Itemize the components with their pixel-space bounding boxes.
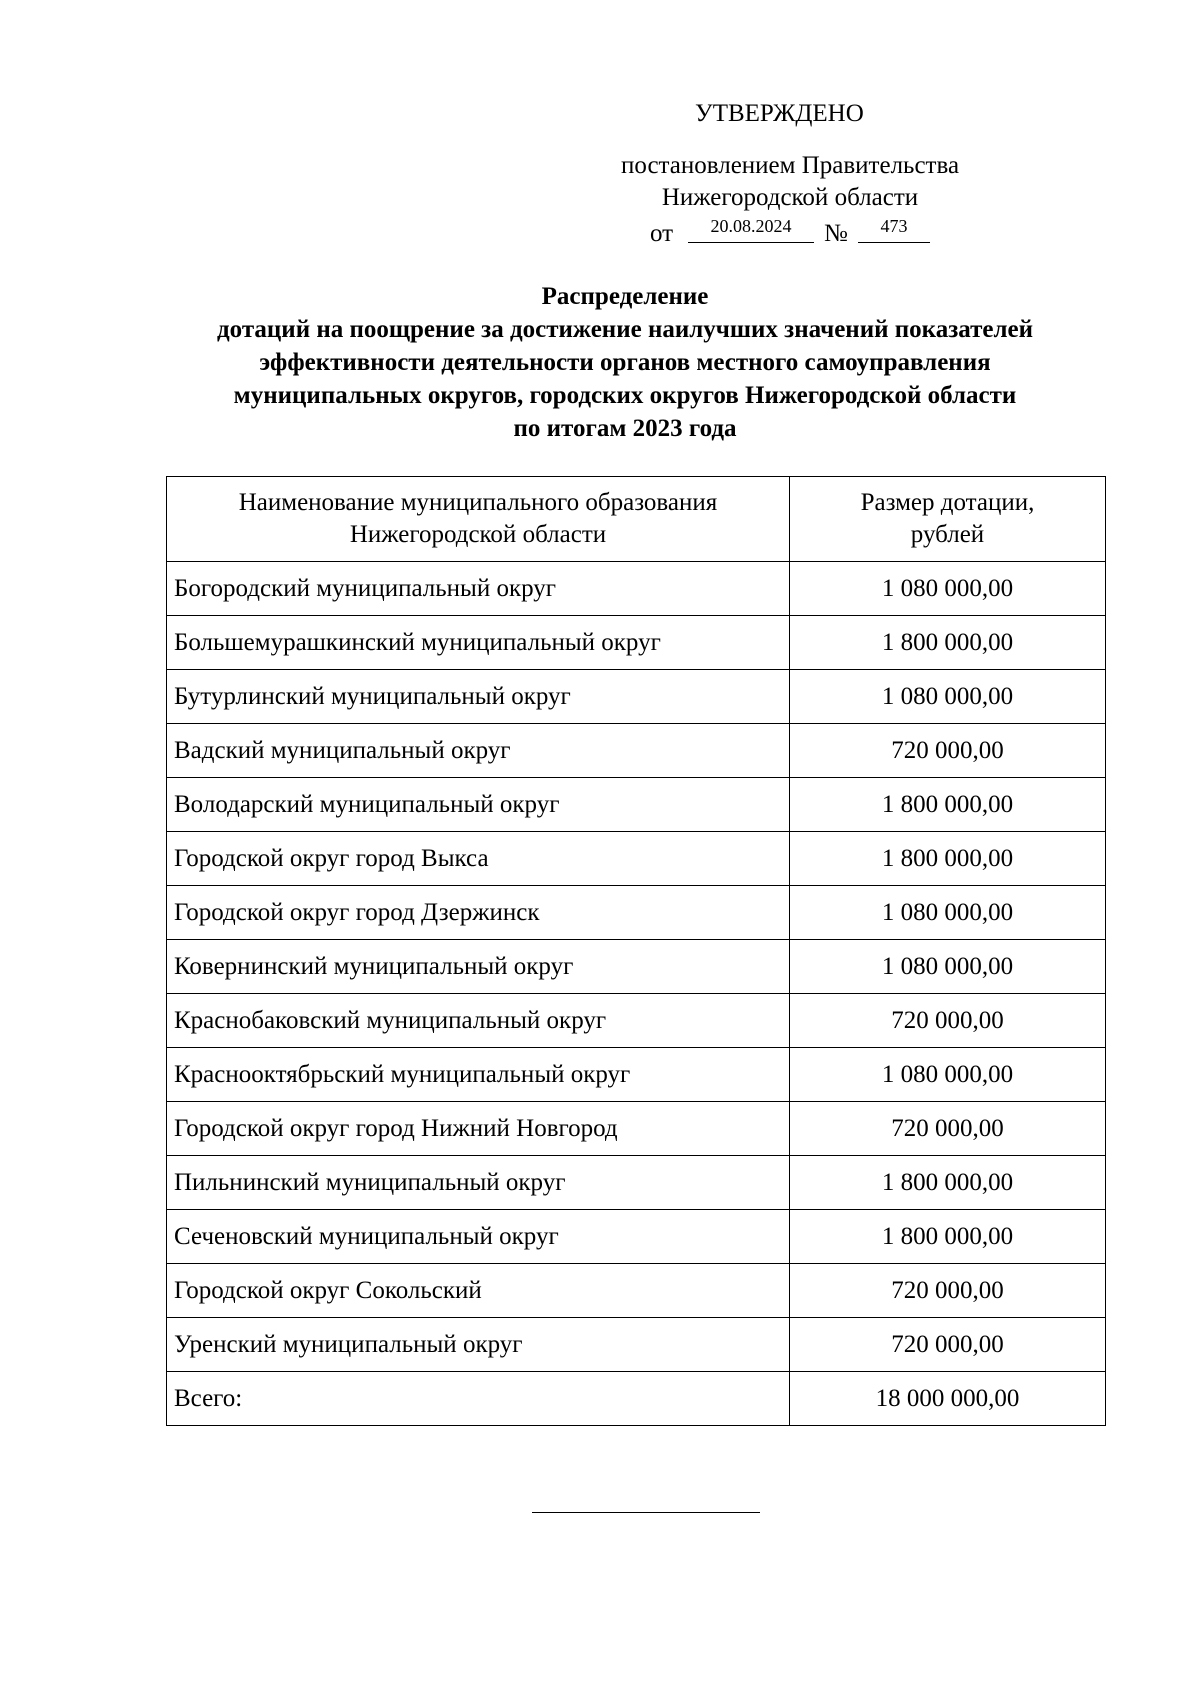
table-row xyxy=(167,1156,1106,1210)
municipality-name: Пильнинский муниципальный округ xyxy=(167,1156,790,1210)
table-row xyxy=(167,724,1106,778)
table-row xyxy=(167,832,1106,886)
municipality-name: Ковернинский муниципальный округ xyxy=(167,940,790,994)
heading-line: дотаций на поощрение за достижение наилучших значений показателей xyxy=(217,316,1033,343)
subsidy-amount: 1 800 000,00 xyxy=(790,1210,1106,1264)
subsidy-amount: 1 800 000,00 xyxy=(790,616,1106,670)
header-text: Нижегородской области xyxy=(349,521,607,548)
subsidy-amount: 1 080 000,00 xyxy=(790,940,1106,994)
table-header-row xyxy=(167,477,1106,562)
column-header-name xyxy=(167,477,790,562)
municipality-name: Вадский муниципальный округ xyxy=(167,724,790,778)
table-row xyxy=(167,670,1106,724)
municipality-name: Бутурлинский муниципальный округ xyxy=(167,670,790,724)
total-amount: 18 000 000,00 xyxy=(790,1372,1106,1426)
table-row xyxy=(167,940,1106,994)
approval-region-line: Нижегородской области xyxy=(661,184,919,211)
approved-title: УТВЕРЖДЕНО xyxy=(695,100,864,127)
municipality-name: Краснооктябрьский муниципальный округ xyxy=(167,1048,790,1102)
municipality-name: Большемурашкинский муниципальный округ xyxy=(167,616,790,670)
table-row xyxy=(167,1048,1106,1102)
municipality-name: Городской округ Сокольский xyxy=(167,1264,790,1318)
header-text: Размер дотации, xyxy=(860,489,1035,516)
table-row xyxy=(167,1318,1106,1372)
municipality-name: Городской округ город Выкса xyxy=(167,832,790,886)
subsidy-amount: 1 800 000,00 xyxy=(790,778,1106,832)
total-row xyxy=(167,1372,1106,1426)
subsidy-amount: 720 000,00 xyxy=(790,1264,1106,1318)
subsidy-amount: 1 080 000,00 xyxy=(790,1048,1106,1102)
subsidy-amount: 1 080 000,00 xyxy=(790,886,1106,940)
municipality-name: Уренский муниципальный округ xyxy=(167,1318,790,1372)
table-row xyxy=(167,994,1106,1048)
subsidy-amount: 720 000,00 xyxy=(790,1318,1106,1372)
municipality-name: Богородский муниципальный округ xyxy=(167,562,790,616)
total-label: Всего: xyxy=(167,1372,790,1426)
number-prefix: № xyxy=(824,220,848,247)
header-text: рублей xyxy=(910,521,985,548)
heading-line: Распределение xyxy=(541,283,709,310)
approval-number: 473 xyxy=(858,216,930,243)
municipality-name: Краснобаковский муниципальный округ xyxy=(167,994,790,1048)
heading-line: по итогам 2023 года xyxy=(513,415,737,442)
municipality-name: Городской округ город Нижний Новгород xyxy=(167,1102,790,1156)
municipality-name: Городской округ город Дзержинск xyxy=(167,886,790,940)
table-row xyxy=(167,886,1106,940)
heading-line: эффективности деятельности органов местного самоуправления xyxy=(259,349,991,376)
date-prefix: от xyxy=(650,220,674,247)
table-row xyxy=(167,1264,1106,1318)
municipality-name: Володарский муниципальный округ xyxy=(167,778,790,832)
municipality-name: Сеченовский муниципальный округ xyxy=(167,1210,790,1264)
subsidy-amount: 1 080 000,00 xyxy=(790,670,1106,724)
column-header-amount xyxy=(790,477,1106,562)
subsidy-amount: 720 000,00 xyxy=(790,1102,1106,1156)
heading-line: муниципальных округов, городских округов Нижегородской области xyxy=(233,382,1017,409)
subsidy-amount: 720 000,00 xyxy=(790,724,1106,778)
table-row xyxy=(167,562,1106,616)
table-row xyxy=(167,1210,1106,1264)
footer-divider xyxy=(532,1512,760,1513)
table-row xyxy=(167,778,1106,832)
approval-resolution-line: постановлением Правительства xyxy=(620,152,960,179)
subsidy-amount: 1 080 000,00 xyxy=(790,562,1106,616)
distribution-table xyxy=(166,476,1106,1426)
header-text: Наименование муниципального образования xyxy=(238,489,718,516)
table-row xyxy=(167,1102,1106,1156)
subsidy-amount: 720 000,00 xyxy=(790,994,1106,1048)
subsidy-amount: 1 800 000,00 xyxy=(790,1156,1106,1210)
document-heading xyxy=(150,280,1100,445)
table-row xyxy=(167,616,1106,670)
subsidy-amount: 1 800 000,00 xyxy=(790,832,1106,886)
approval-date: 20.08.2024 xyxy=(688,216,814,243)
